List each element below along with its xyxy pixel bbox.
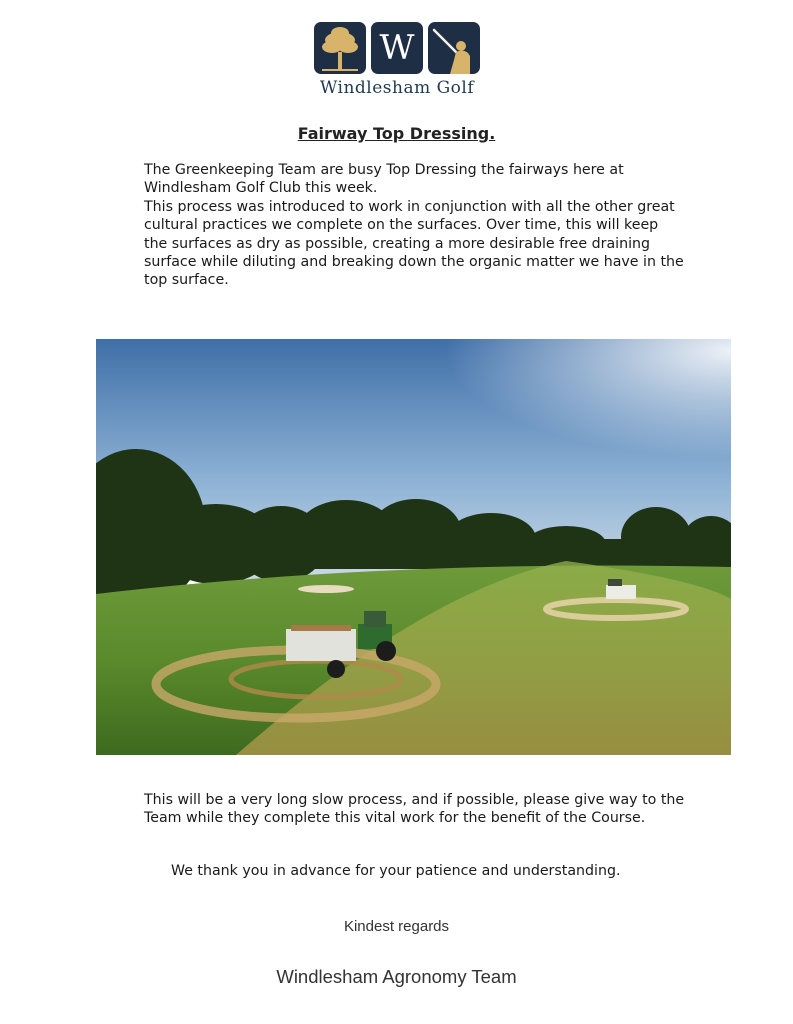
tree-icon — [314, 22, 366, 74]
closing-line: This will be a very long slow process, and if possible, please give way to the — [144, 792, 685, 808]
intro-line: The Greenkeeping Team are busy Top Dressing the fairways here at — [144, 162, 624, 178]
page-title: Fairway Top Dressing. — [297, 124, 496, 143]
intro-line: the surfaces as dry as possible, creating a more desirable free draining — [144, 235, 651, 252]
golfer-icon — [428, 22, 480, 74]
club-logo — [314, 22, 480, 100]
thanks-line: We thank you in advance for your patience and understanding. — [171, 863, 621, 879]
logo-wordmark: Windlesham Golf — [319, 78, 475, 98]
intro-line: top surface. — [144, 272, 229, 289]
intro-paragraph — [144, 161, 704, 290]
closing-paragraph — [144, 791, 724, 828]
logo-letter: W — [371, 22, 423, 74]
intro-line: Windlesham Golf Club this week. — [144, 180, 378, 197]
logo-tiles — [314, 22, 480, 76]
intro-line: This process was introduced to work in conjunction with all the other great — [144, 198, 675, 215]
signoff-line: Windlesham Agronomy Team — [276, 966, 517, 987]
fairway-photo — [96, 339, 731, 755]
intro-line: surface while diluting and breaking down the organic matter we have in the — [144, 254, 684, 271]
intro-line: cultural practices we complete on the surfaces. Over time, this will keep — [144, 217, 659, 234]
regards-line: Kindest regards — [343, 918, 450, 935]
closing-line: Team while they complete this vital work for the benefit of the Course. — [144, 810, 646, 827]
